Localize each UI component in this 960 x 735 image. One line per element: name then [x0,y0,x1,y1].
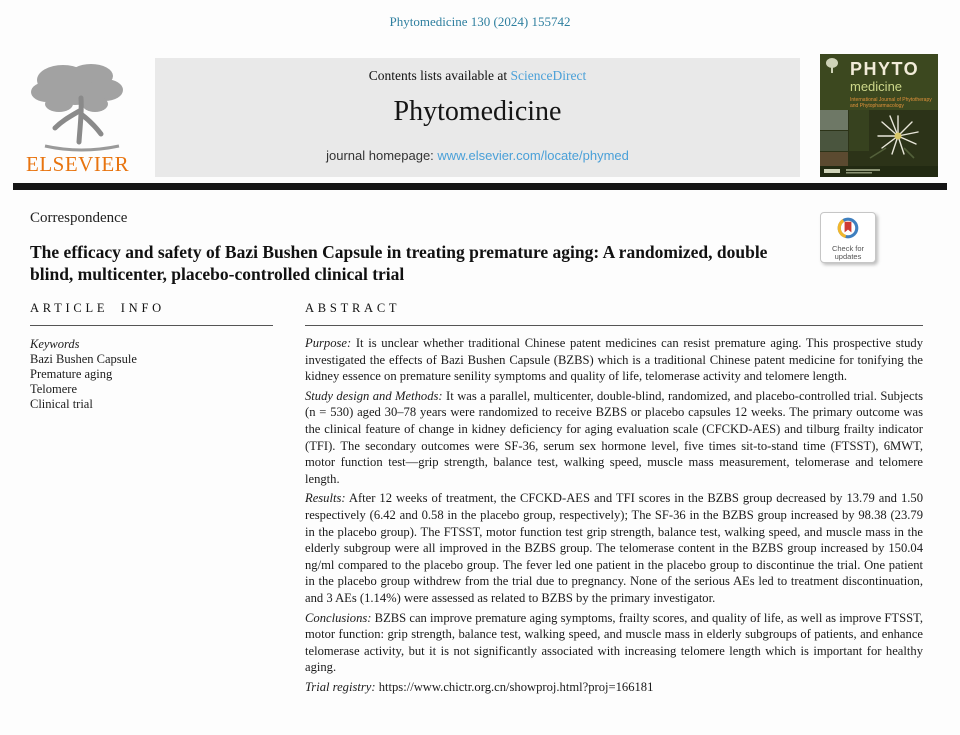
abstract-heading: ABSTRACT [305,301,401,315]
abstract-paragraph-trial-registry [305,679,923,696]
article-info-rule [30,325,273,326]
header-divider-bar [13,183,947,190]
paragraph-label: Purpose: [305,336,352,350]
badge-text-line2: updates [834,252,862,261]
keyword-item: Premature aging [30,367,113,381]
keyword-item: Bazi Bushen Capsule [30,352,137,366]
elsevier-logo[interactable] [25,58,151,177]
paragraph-label: Results: [305,491,346,506]
homepage-line-text: journal homepage: [326,148,438,163]
contents-line [155,68,800,84]
elsevier-tree-icon [25,58,137,152]
crossmark-icon [836,216,860,240]
homepage-line [155,148,800,163]
abstract-paragraph-conclusions [305,610,923,676]
keyword-item: Telomere [30,382,78,396]
cover-collage-image [820,110,938,177]
sciencedirect-link[interactable]: ScienceDirect [510,68,587,83]
cover-journal-subtitle: medicine [850,79,903,94]
paragraph-text: It is unclear whether traditional Chinese patent medicines can resist premature aging. This prospective study investigated the effects of Bazi Bushen Capsule (BZBS) which is a traditional Chinese patent medicine for tonifying the kidney essence on premature senility symptoms and quality of life, telomerase activity and telomere length. [305,336,923,384]
article-body [30,301,923,698]
abstract-paragraph-methods [305,388,923,488]
article-info-heading: ARTICLE INFO [30,301,165,315]
paragraph-text: It was a parallel, multicenter, double-blind, randomized, and placebo-controlled trial. Subjects (n = 530) aged 30–78 years were randomized to receive BZBS or placebo capsules 12 weeks. The primary outcome was the clinical feature of change in kidney deficiency for aging evaluation scale (CFCKD-AES) and tilburg frailty indicator (TFI). The secondary outcomes were SF-36, serum sex hormone level, five times sit-to-stand time (FTSST), 6MWT, motor function test—grip strength, balance test, walking speed, muscle mass measurement, telomerase and telomere length. [305,388,923,486]
badge-text-line1: Check for [831,244,865,253]
journal-header-banner [155,58,800,177]
abstract-rule [305,325,923,326]
trial-registry-url[interactable]: https://www.chictr.org.cn/showproj.html?proj=166181 [375,679,654,694]
contents-line-text: Contents lists available at [368,68,511,83]
journal-citation: Phytomedicine 130 (2024) 155742 [389,14,571,29]
paragraph-text: BZBS can improve premature aging symptoms, frailty scores, and quality of life, as well as improve FTSST, motor function: grip strength, balance test, walking speed, and muscle mass in elderly subgroups of patients, and enhance telomerase activity, but it is not significantly associated with increasing telomere length which is important for healthy aging. [305,610,923,675]
cover-journal-title: PHYTO [850,59,920,79]
paragraph-label: Conclusions: [305,610,372,625]
elsevier-wordmark: ELSEVIER [26,152,130,176]
journal-homepage-link[interactable]: www.elsevier.com/locate/phymed [437,148,629,163]
keyword-item: Clinical trial [30,397,93,411]
abstract-paragraph-results [305,490,923,606]
abstract-column [305,301,923,698]
check-for-updates-badge[interactable] [820,212,876,263]
abstract-body [305,335,923,695]
cover-tree-icon [825,57,839,75]
journal-cover-thumbnail[interactable] [820,54,938,177]
keywords-label: Keywords [30,337,80,351]
paragraph-label: Trial registry: [305,679,376,694]
abstract-paragraph-purpose [305,335,923,385]
journal-name: Phytomedicine [393,96,562,127]
paragraph-text: After 12 weeks of treatment, the CFCKD-AES and TFI scores in the BZBS group decreased by 13.79 and 1.50 respectively (6.42 and 0.58 in the placebo group, respectively); The SF-36 in the BZBS group increased by 98.38 (23.79 in the placebo group). The FTSST, motor function test grip strength, balance test, walking speed, and muscle mass in the elderly subgroup were all improved in the BZBS group. The telomerase content in the BZBS group increased by 150.04 ng/ml compared to the placebo group. The fever led one patient in the placebo group to discontinue the trial. One patient in the placebo group withdrew from the trial due to pregnancy. None of the serious AEs led to treatment discontinuation, and 3 AEs (1.14%) were assessed as related to BZBS by the primary investigator. [305,491,923,605]
article-type-label: Correspondence [30,210,128,226]
cover-journal-tagline: International Journal of Phytotherapy and Phytopharmacology [850,97,932,109]
paragraph-label: Study design and Methods: [305,388,443,403]
article-title: The efficacy and safety of Bazi Bushen Capsule in treating premature aging: A randomized, double blind, multicenter, placebo-controlled clinical trial [30,242,768,284]
article-info-column [30,301,273,698]
